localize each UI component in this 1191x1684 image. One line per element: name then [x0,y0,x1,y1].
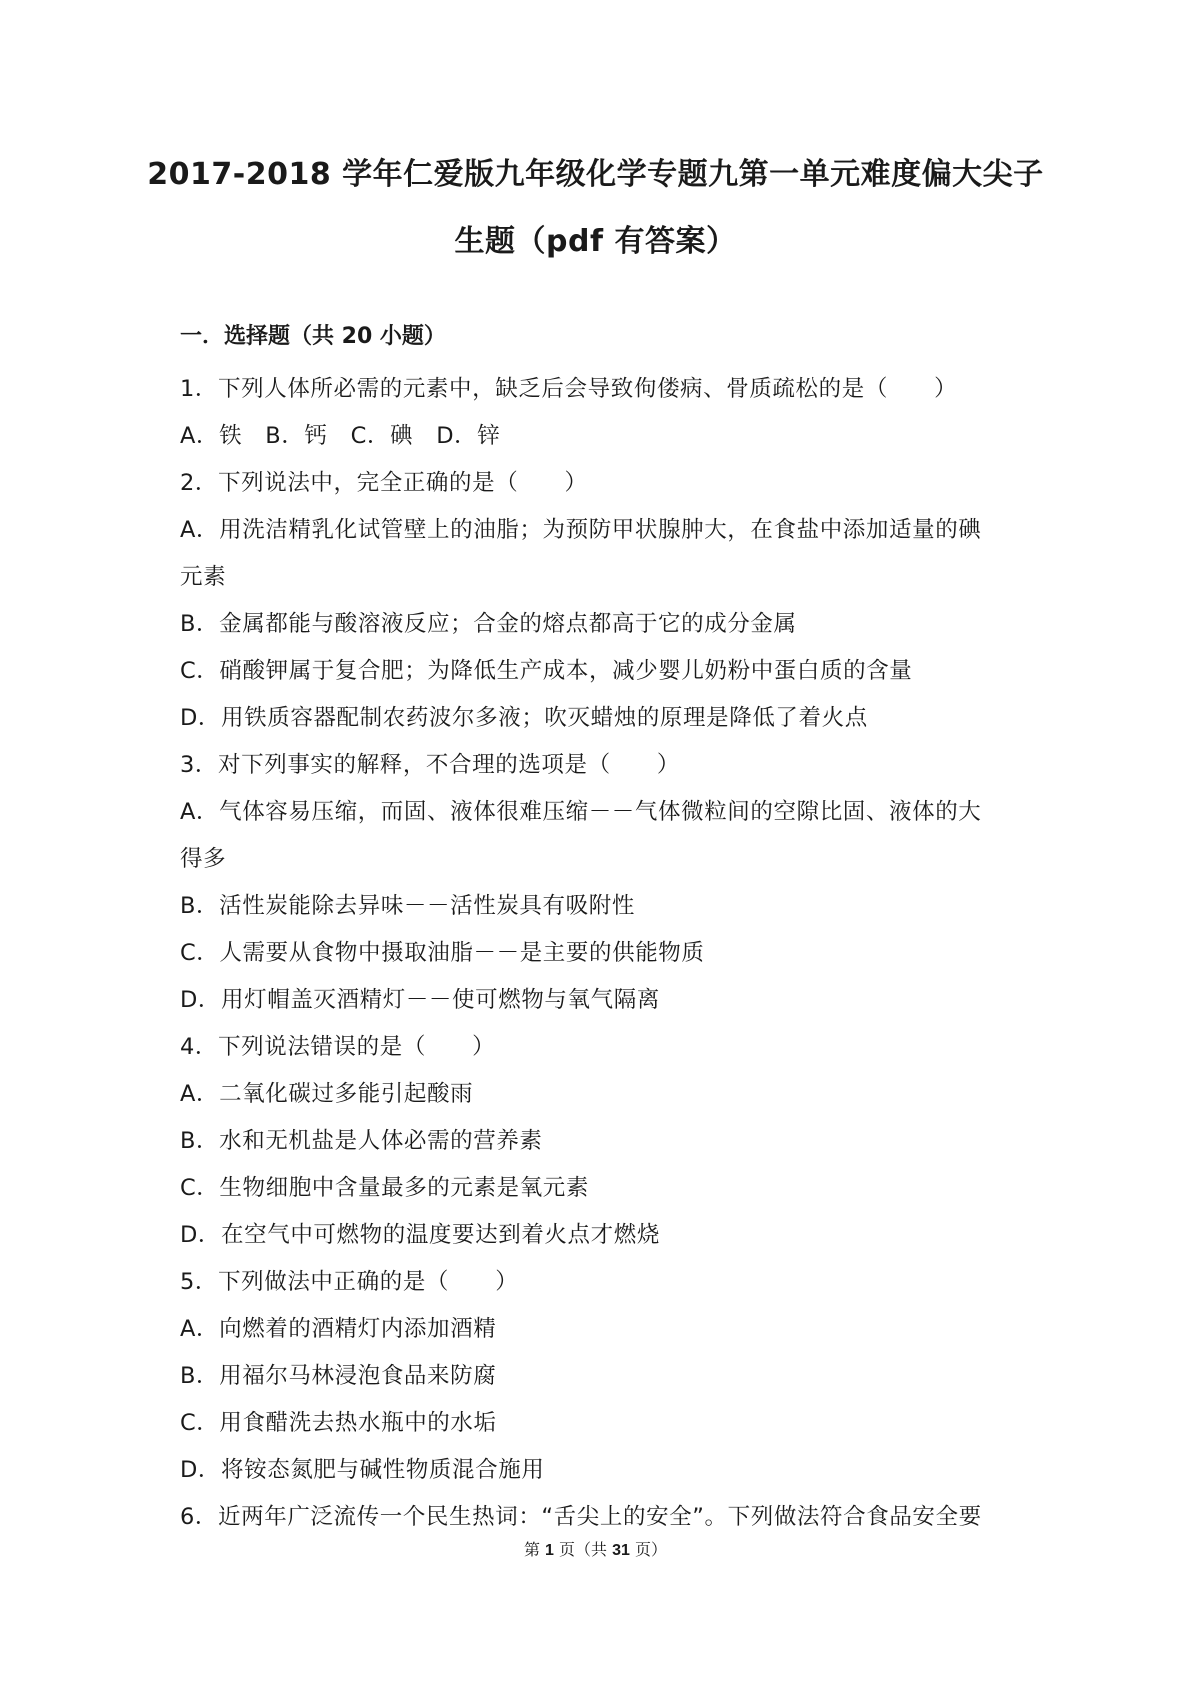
text-line: 1．下列人体所必需的元素中，缺乏后会导致佝偻病、骨质疏松的是（ ） [180,376,958,402]
text-line: B．活性炭能除去异味－－活性炭具有吸附性 [180,893,635,919]
text-line: B．用福尔马林浸泡食品来防腐 [180,1363,497,1389]
text-line: 5．下列做法中正确的是（ ） [180,1269,519,1295]
text-line: C．生物细胞中含量最多的元素是氧元素 [180,1175,590,1201]
text-line: D．在空气中可燃物的温度要达到着火点才燃烧 [180,1222,660,1248]
footer-page-number: 1 [545,1542,554,1559]
text-line: D．用灯帽盖灭酒精灯－－使可燃物与氧气隔离 [180,987,660,1013]
section-heading: 一．选择题（共 20 小题） [180,324,446,349]
footer-suffix: 页） [629,1540,668,1559]
page-footer [0,1537,1191,1560]
footer-middle: 页（共 [553,1540,613,1559]
text-line: 得多 [180,846,227,872]
text-line: C．人需要从食物中摄取油脂－－是主要的供能物质 [180,940,705,966]
document-title-line-1: 2017-2018 学年仁爱版九年级化学专题九第一单元难度偏大尖子 [147,157,1044,192]
text-line: B．水和无机盐是人体必需的营养素 [180,1128,543,1154]
text-line: C．用食醋洗去热水瓶中的水垢 [180,1410,497,1436]
text-line: A．铁 B．钙 C．碘 D．锌 [180,423,501,449]
footer-total-pages: 31 [612,1542,630,1559]
text-line: A．用洗洁精乳化试管壁上的油脂；为预防甲状腺肿大，在食盐中添加适量的碘 [180,517,982,543]
text-line: D．用铁质容器配制农药波尔多液；吹灭蜡烛的原理是降低了着火点 [180,705,868,731]
text-line: 6．近两年广泛流传一个民生热词：“舌尖上的安全”。下列做法符合食品安全要 [180,1504,982,1530]
text-line: A．气体容易压缩，而固、液体很难压缩－－气体微粒间的空隙比固、液体的大 [180,799,982,825]
text-line: A．二氧化碳过多能引起酸雨 [180,1081,474,1107]
text-line: A．向燃着的酒精灯内添加酒精 [180,1316,497,1342]
text-line: B．金属都能与酸溶液反应；合金的熔点都高于它的成分金属 [180,611,797,637]
text-line: 4．下列说法错误的是（ ） [180,1034,496,1060]
text-line: C．硝酸钾属于复合肥；为降低生产成本，减少婴儿奶粉中蛋白质的含量 [180,658,913,684]
text-line: D．将铵态氮肥与碱性物质混合施用 [180,1457,545,1483]
text-line: 3．对下列事实的解释，不合理的选项是（ ） [180,752,681,778]
footer-prefix: 第 [523,1540,546,1559]
question-list [180,366,1020,1541]
document-title-line-2: 生题（pdf 有答案） [454,224,737,259]
text-line: 元素 [180,564,227,590]
text-line: 2．下列说法中，完全正确的是（ ） [180,470,588,496]
